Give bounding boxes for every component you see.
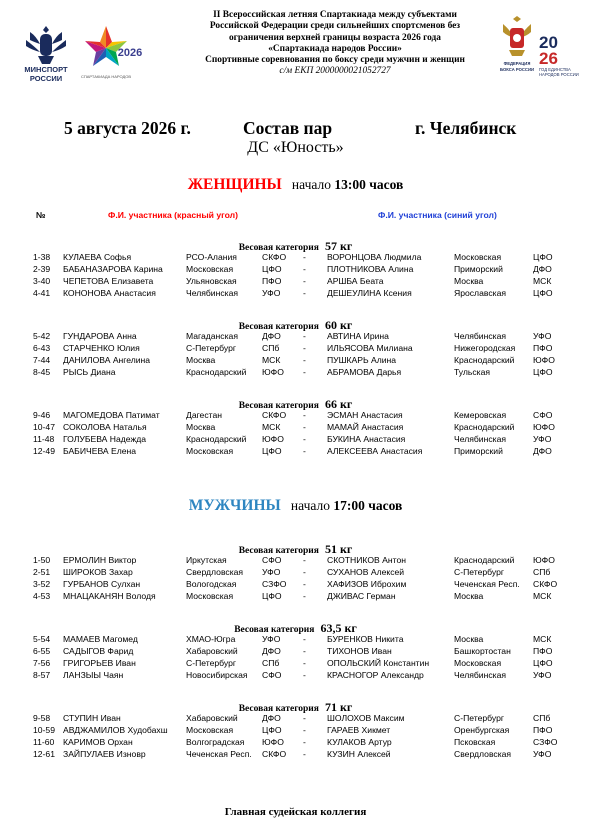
red-fighter-name: СТУПИН Иван — [63, 713, 121, 723]
red-region: С-Петербург — [186, 657, 236, 668]
bout-row — [0, 276, 591, 287]
red-region: Новосибирская — [186, 669, 248, 680]
red-fighter-name: ЧЕПЕТОВА Елизавета — [63, 275, 154, 286]
svg-text:РОССИИ: РОССИИ — [29, 74, 63, 83]
chief-judges-label: Главная судейская коллегия — [224, 806, 367, 818]
red-fighter-name: ГУРБАНОВ Сулхан — [63, 578, 141, 589]
blue-fighter-name: МАМАЙ Анастасия — [327, 421, 404, 432]
red-region: Краснодарский — [186, 433, 247, 444]
vs-dash: - — [303, 421, 306, 432]
event-header — [150, 10, 520, 78]
bout-number: 6-55 — [33, 645, 51, 656]
red-region: С-Петербург — [186, 342, 236, 353]
bout-number: 5-42 — [33, 331, 51, 341]
bout-row — [0, 434, 591, 445]
red-district: ЦФО — [262, 590, 282, 601]
women-start-word: начало — [291, 177, 331, 192]
bout-number: 3-40 — [33, 275, 51, 286]
red-district: СЗФО — [262, 578, 287, 589]
weight-category-value: 57 кг — [324, 239, 353, 253]
red-region: Волгоградская — [186, 736, 245, 747]
blue-region: С-Петербург — [454, 713, 504, 723]
women-section-heading — [0, 176, 591, 194]
red-fighter-name: ЕРМОЛИН Виктор — [63, 555, 137, 565]
blue-district: ЮФО — [533, 354, 555, 365]
svg-text:МИНСПОРТ: МИНСПОРТ — [24, 65, 68, 74]
blue-region: Краснодарский — [454, 354, 515, 365]
bout-row — [0, 264, 591, 275]
bout-row — [0, 646, 591, 657]
blue-district: СКФО — [533, 578, 558, 589]
red-fighter-name: МАГОМЕДОВА Патимат — [63, 410, 160, 420]
red-fighter-name: ЛАНЗЫЫ Чаян — [63, 669, 124, 680]
bout-number: 10-59 — [33, 724, 55, 735]
vs-dash: - — [303, 736, 306, 747]
vs-dash: - — [303, 645, 306, 656]
blue-fighter-name: ХАФИЗОВ Иброхим — [327, 578, 407, 589]
bout-number: 10-47 — [33, 421, 55, 432]
blue-region: Краснодарский — [454, 421, 515, 432]
red-region: Московская — [186, 724, 234, 735]
blue-region: Москва — [454, 275, 484, 286]
bout-row — [0, 343, 591, 354]
vs-dash: - — [303, 366, 306, 377]
vs-dash: - — [303, 354, 306, 365]
bout-number: 1-38 — [33, 252, 51, 262]
header-line-5: Спортивные соревнования по боксу среди мужчин и женщин — [205, 55, 465, 66]
vs-dash: - — [303, 669, 306, 680]
red-fighter-name: ГРИГОРЬЕВ Иван — [63, 657, 136, 668]
red-fighter-name: ШИРОКОВ Захар — [63, 566, 133, 577]
red-district: СКФО — [262, 748, 287, 759]
vs-dash: - — [303, 634, 306, 644]
weight-category-value: 51 кг — [324, 542, 353, 556]
bout-row — [0, 331, 591, 342]
blue-district: ЮФО — [533, 421, 555, 432]
red-region: Москва — [186, 421, 216, 432]
red-fighter-name: ЗАЙПУЛАЕВ Изновр — [63, 748, 146, 759]
weight-category-label: Весовая категория — [234, 625, 315, 635]
blue-region: Челябинская — [454, 331, 507, 341]
vs-dash: - — [303, 433, 306, 444]
red-district: ЮФО — [262, 366, 284, 377]
blue-fighter-name: ОПОЛЬСКИЙ Константин — [327, 657, 430, 668]
bout-row — [0, 713, 591, 724]
red-fighter-name: КОНОНОВА Анастасия — [63, 287, 156, 298]
blue-fighter-name: ТИХОНОВ Иван — [327, 645, 392, 656]
column-blue-corner: Ф.И. участника (синий угол) — [378, 210, 497, 220]
red-region: Челябинская — [186, 287, 239, 298]
blue-district: ЦФО — [533, 252, 553, 262]
red-district: УФО — [262, 566, 281, 577]
blue-region: Московская — [454, 252, 502, 262]
document-title: Состав пар — [243, 118, 333, 138]
men-start-word: начало — [290, 498, 330, 513]
red-district: ДФО — [262, 645, 281, 656]
blue-fighter-name: ИЛЬЯСОВА Милиана — [327, 342, 413, 353]
blue-fighter-name: ДЖИВАС Герман — [327, 590, 396, 601]
weight-category-value: 60 кг — [324, 318, 353, 332]
blue-region: Псковская — [454, 736, 496, 747]
men-label: МУЖЧИНЫ — [188, 497, 281, 514]
bout-row — [0, 725, 591, 736]
blue-fighter-name: СКОТНИКОВ Антон — [327, 555, 406, 565]
bout-number: 3-52 — [33, 578, 51, 589]
blue-fighter-name: АРШБА Беата — [327, 275, 384, 286]
red-fighter-name: СТАРЧЕНКО Юлия — [63, 342, 140, 353]
vs-dash: - — [303, 657, 306, 668]
bout-row — [0, 367, 591, 378]
blue-fighter-name: КУЗИН Алексей — [327, 748, 391, 759]
red-district: СФО — [262, 669, 282, 680]
blue-fighter-name: ДЕШЕУЛИНА Ксения — [327, 287, 412, 298]
venue: ДС «Юность» — [247, 139, 344, 156]
bout-row — [0, 555, 591, 566]
blue-district: СПб — [533, 713, 551, 723]
red-district: ДФО — [262, 713, 281, 723]
vs-dash: - — [303, 252, 306, 262]
svg-text:БОКСА РОССИИ: БОКСА РОССИИ — [500, 67, 534, 72]
header-line-2: Российской Федерации среди сильнейших спортсменов без — [209, 21, 461, 32]
red-fighter-name: КУЛАЕВА Софья — [63, 252, 132, 262]
svg-text:26: 26 — [539, 49, 558, 68]
svg-text:2026: 2026 — [117, 47, 143, 59]
blue-region: Московская — [454, 657, 502, 668]
weight-category-value: 63,5 кг — [320, 621, 357, 635]
bout-number: 7-56 — [33, 657, 51, 668]
red-district: УФО — [262, 287, 281, 298]
weight-category-label: Весовая категория — [238, 546, 319, 556]
blue-district: УФО — [533, 748, 552, 759]
red-fighter-name: РЫСЬ Диана — [63, 366, 116, 377]
blue-district: ПФО — [533, 724, 553, 735]
red-district: ЦФО — [262, 724, 282, 735]
red-district: МСК — [262, 354, 281, 365]
blue-district: ЦФО — [533, 657, 553, 668]
bout-number: 11-60 — [33, 736, 55, 747]
red-region: Ульяновская — [186, 275, 237, 286]
svg-text:СПАРТАКИАДА НАРОДОВ: СПАРТАКИАДА НАРОДОВ — [80, 74, 132, 79]
bout-row — [0, 422, 591, 433]
blue-district: УФО — [533, 433, 552, 444]
bout-row — [0, 567, 591, 578]
weight-category-label: Весовая категория — [238, 704, 319, 714]
blue-district: УФО — [533, 669, 552, 680]
weight-category-label: Весовая категория — [238, 322, 319, 332]
vs-dash: - — [303, 275, 306, 286]
red-region: РСО-Алания — [186, 252, 237, 262]
vs-dash: - — [303, 713, 306, 723]
red-district: СПб — [262, 342, 280, 353]
red-fighter-name: АВДЖАМИЛОВ Худобахш — [63, 724, 168, 735]
blue-fighter-name: ПЛОТНИКОВА Алина — [327, 263, 414, 274]
blue-district: ДФО — [533, 445, 552, 456]
blue-district: МСК — [533, 634, 552, 644]
bout-row — [0, 446, 591, 457]
red-region: Свердловская — [186, 566, 244, 577]
vs-dash: - — [303, 263, 306, 274]
red-fighter-name: ДАНИЛОВА Ангелина — [63, 354, 151, 365]
bout-number: 6-43 — [33, 342, 51, 353]
red-region: Хабаровский — [186, 713, 238, 723]
blue-district: МСК — [533, 275, 552, 286]
vs-dash: - — [303, 555, 306, 565]
bout-number: 12-61 — [33, 748, 55, 759]
red-district: ЮФО — [262, 433, 284, 444]
bout-row — [0, 634, 591, 645]
vs-dash: - — [303, 410, 306, 420]
red-fighter-name: МАМАЕВ Магомед — [63, 634, 138, 644]
blue-region: Тульская — [454, 366, 491, 377]
blue-district: ЮФО — [533, 555, 555, 565]
bout-row — [0, 658, 591, 669]
bout-number: 9-46 — [33, 410, 51, 420]
blue-district: ПФО — [533, 342, 553, 353]
header-line-3: ограничения верхней границы возраста 2026 года — [228, 32, 441, 43]
blue-region: Краснодарский — [454, 555, 515, 565]
red-district: УФО — [262, 634, 281, 644]
blue-fighter-name: АБРАМОВА Дарья — [327, 366, 402, 377]
bout-row — [0, 749, 591, 760]
red-region: Московская — [186, 263, 234, 274]
blue-region: Приморский — [454, 263, 503, 274]
blue-fighter-name: ЭСМАН Анастасия — [327, 410, 403, 420]
blue-region: Ярославская — [454, 287, 507, 298]
blue-district: ЦФО — [533, 287, 553, 298]
red-region: Вологодская — [186, 578, 237, 589]
vs-dash: - — [303, 342, 306, 353]
bout-row — [0, 355, 591, 366]
bout-row — [0, 670, 591, 681]
red-fighter-name: БАБАНАЗАРОВА Карина — [63, 263, 163, 274]
blue-fighter-name: АВТИНА Ирина — [327, 331, 389, 341]
red-district: ЮФО — [262, 736, 284, 747]
blue-district: ДФО — [533, 263, 552, 274]
blue-fighter-name: ШОЛОХОВ Максим — [327, 713, 405, 723]
bout-number: 8-57 — [33, 669, 51, 680]
red-region: Москва — [186, 354, 216, 365]
blue-region: Москва — [454, 634, 484, 644]
red-fighter-name: БАБИЧЕВА Елена — [63, 445, 137, 456]
vs-dash: - — [303, 590, 306, 601]
red-district: МСК — [262, 421, 281, 432]
vs-dash: - — [303, 331, 306, 341]
red-district: СПб — [262, 657, 280, 668]
blue-region: Свердловская — [454, 748, 512, 759]
vs-dash: - — [303, 445, 306, 456]
bout-row — [0, 410, 591, 421]
red-district: СКФО — [262, 252, 287, 262]
minsport-logo — [18, 22, 74, 84]
red-region: Дагестан — [186, 410, 222, 420]
red-fighter-name: САДЫГОВ Фарид — [63, 645, 134, 656]
bout-number: 7-44 — [33, 354, 51, 365]
bout-number: 9-58 — [33, 713, 51, 723]
vs-dash: - — [303, 578, 306, 589]
blue-fighter-name: ПУШКАРЬ Алина — [327, 354, 397, 365]
svg-text:ФЕДЕРАЦИЯ: ФЕДЕРАЦИЯ — [503, 61, 531, 66]
red-region: Иркутская — [186, 555, 227, 565]
blue-fighter-name: КУЛАКОВ Артур — [327, 736, 392, 747]
blue-region: Чеченская Респ. — [454, 578, 520, 589]
red-district: ДФО — [262, 331, 281, 341]
bout-number: 8-45 — [33, 366, 51, 377]
blue-district: ПФО — [533, 645, 553, 656]
red-fighter-name: ГОЛУБЕВА Надежда — [63, 433, 147, 444]
red-region: ХМАО-Югра — [186, 634, 236, 644]
bout-number: 4-41 — [33, 287, 51, 298]
red-region: Хабаровский — [186, 645, 238, 656]
bout-number: 2-39 — [33, 263, 51, 274]
blue-region: Челябинская — [454, 433, 507, 444]
blue-region: С-Петербург — [454, 566, 504, 577]
men-section-heading — [0, 497, 591, 515]
document-title-line — [0, 118, 591, 140]
blue-district: УФО — [533, 331, 552, 341]
svg-text:20: 20 — [539, 33, 558, 52]
blue-fighter-name: КРАСНОГОР Александр — [327, 669, 424, 680]
spartakiada-star-logo — [80, 18, 150, 80]
blue-fighter-name: БУКИНА Анастасия — [327, 433, 406, 444]
bout-number: 5-54 — [33, 634, 51, 644]
red-district: ЦФО — [262, 263, 282, 274]
bout-number: 11-48 — [33, 433, 55, 444]
blue-region: Приморский — [454, 445, 503, 456]
blue-region: Нижегородская — [454, 342, 516, 353]
event-city: г. Челябинск — [415, 118, 517, 138]
blue-district: ЦФО — [533, 366, 553, 377]
women-start-time: 13:00 часов — [334, 177, 404, 192]
blue-region: Москва — [454, 590, 484, 601]
red-district: ЦФО — [262, 445, 282, 456]
bout-row — [0, 252, 591, 263]
bout-number: 4-53 — [33, 590, 51, 601]
red-region: Чеченская Респ. — [186, 748, 252, 759]
bout-row — [0, 737, 591, 748]
header-line-1: II Всероссийская летняя Спартакиада между субъектами — [213, 10, 457, 20]
red-region: Московская — [186, 445, 234, 456]
red-fighter-name: СОКОЛОВА Наталья — [63, 421, 147, 432]
blue-fighter-name: АЛЕКСЕЕВА Анастасия — [327, 445, 423, 456]
red-district: СФО — [262, 555, 282, 565]
bout-number: 12-49 — [33, 445, 55, 456]
svg-text:ГОД ЕДИНСТВА: ГОД ЕДИНСТВА — [539, 67, 571, 72]
vs-dash: - — [303, 287, 306, 298]
bout-row — [0, 579, 591, 590]
weight-category-label: Весовая категория — [238, 401, 319, 411]
men-start-time: 17:00 часов — [333, 498, 403, 513]
blue-fighter-name: СУХАНОВ Алексей — [327, 566, 405, 577]
ekp-number: с/м ЕКП 2000000021052727 — [279, 66, 391, 77]
women-label: ЖЕНЩИНЫ — [187, 176, 282, 193]
red-district: СКФО — [262, 410, 287, 420]
header-line-4: «Спартакиада народов России» — [268, 43, 402, 54]
spartakiada-2026-logo — [537, 30, 581, 78]
bout-row — [0, 288, 591, 299]
bout-row — [0, 591, 591, 602]
red-district: ПФО — [262, 275, 282, 286]
red-region: Магаданская — [186, 331, 238, 341]
event-date: 5 августа 2026 г. — [64, 118, 191, 138]
blue-district: МСК — [533, 590, 552, 601]
column-red-corner: Ф.И. участника (красный угол) — [108, 210, 238, 220]
blue-district: СПб — [533, 566, 551, 577]
blue-fighter-name: ГАРАЕВ Хикмет — [327, 724, 391, 735]
svg-text:НАРОДОВ РОССИИ: НАРОДОВ РОССИИ — [539, 72, 579, 77]
weight-category-value: 71 кг — [324, 700, 353, 714]
bout-number: 2-51 — [33, 566, 51, 577]
red-region: Московская — [186, 590, 234, 601]
red-region: Краснодарский — [186, 366, 247, 377]
bout-number: 1-50 — [33, 555, 51, 565]
vs-dash: - — [303, 724, 306, 735]
blue-region: Челябинская — [454, 669, 507, 680]
blue-fighter-name: ВОРОНЦОВА Людмила — [327, 252, 422, 262]
column-number: № — [36, 210, 46, 220]
red-fighter-name: КАРИМОВ Орхан — [63, 736, 133, 747]
vs-dash: - — [303, 748, 306, 759]
blue-region: Оренбургская — [454, 724, 510, 735]
blue-district: СФО — [533, 410, 553, 420]
blue-region: Башкортостан — [454, 645, 511, 656]
vs-dash: - — [303, 566, 306, 577]
weight-category-value: 66 кг — [324, 397, 353, 411]
weight-category-label: Весовая категория — [238, 243, 319, 253]
red-fighter-name: МНАЦАКАНЯН Володя — [63, 590, 156, 601]
blue-fighter-name: БУРЕНКОВ Никита — [327, 634, 404, 644]
red-fighter-name: ГУНДАРОВА Анна — [63, 331, 137, 341]
blue-region: Кемеровская — [454, 410, 507, 420]
blue-district: СЗФО — [533, 736, 558, 747]
